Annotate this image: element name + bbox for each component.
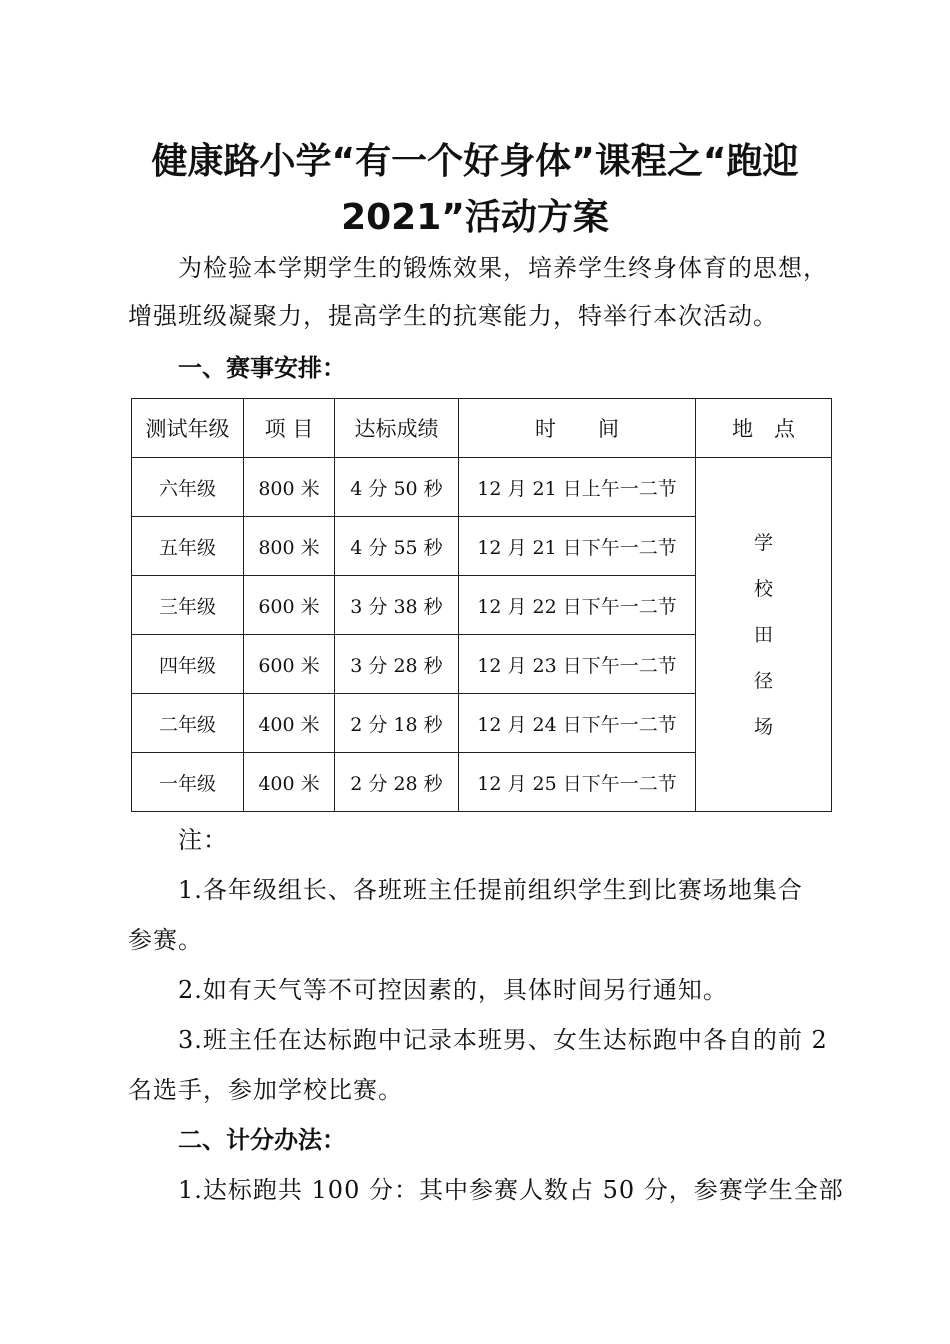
- note-label: 注：: [178, 826, 228, 854]
- cell-event: 400 米: [244, 753, 335, 812]
- location-char: 径: [753, 669, 773, 692]
- location-char: 学: [753, 531, 773, 554]
- cell-event: 800 米: [244, 458, 335, 517]
- document-title-line2: 2021”活动方案: [341, 197, 609, 238]
- document-title-line1: 健康路小学“有一个好身体”课程之“跑迎: [151, 141, 799, 182]
- table-header-row: [132, 399, 832, 458]
- cell-event: 600 米: [244, 635, 335, 694]
- table-row: [132, 458, 832, 517]
- cell-standard: 3 分 38 秒: [335, 576, 459, 635]
- cell-time: 12 月 21 日上午一二节: [459, 458, 696, 517]
- schedule-table: [131, 398, 832, 812]
- note-item-3-line2: 名选手，参加学校比赛。: [128, 1076, 403, 1104]
- location-char: 校: [753, 577, 773, 600]
- location-char: 田: [753, 623, 773, 646]
- column-header-location: 地 点: [696, 399, 832, 458]
- column-header-time: 时 间: [459, 399, 696, 458]
- section-heading-schedule: 一、赛事安排：: [178, 354, 346, 382]
- cell-grade: 一年级: [132, 753, 244, 812]
- intro-paragraph-line1: 为检验本学期学生的锻炼效果，培养学生终身体育的思想，: [178, 254, 828, 282]
- location-char: 场: [753, 715, 773, 738]
- cell-grade: 四年级: [132, 635, 244, 694]
- note-item-1-line2: 参赛。: [128, 926, 203, 954]
- cell-standard: 2 分 18 秒: [335, 694, 459, 753]
- note-item-2: 2.如有天气等不可控因素的，具体时间另行通知。: [178, 976, 728, 1004]
- section-heading-scoring: 二、计分办法：: [178, 1126, 346, 1154]
- cell-standard: 4 分 55 秒: [335, 517, 459, 576]
- cell-standard: 4 分 50 秒: [335, 458, 459, 517]
- cell-grade: 二年级: [132, 694, 244, 753]
- note-item-1-line1: 1.各年级组长、各班班主任提前组织学生到比赛场地集合: [178, 876, 803, 904]
- scoring-item-1-line1: 1.达标跑共 100 分：其中参赛人数占 50 分，参赛学生全部: [178, 1176, 844, 1204]
- intro-paragraph-line2: 增强班级凝聚力，提高学生的抗寒能力，特举行本次活动。: [128, 302, 778, 330]
- cell-event: 400 米: [244, 694, 335, 753]
- cell-grade: 六年级: [132, 458, 244, 517]
- cell-time: 12 月 25 日下午一二节: [459, 753, 696, 812]
- note-item-3-line1: 3.班主任在达标跑中记录本班男、女生达标跑中各自的前 2: [178, 1026, 828, 1054]
- cell-time: 12 月 22 日下午一二节: [459, 576, 696, 635]
- cell-grade: 三年级: [132, 576, 244, 635]
- cell-time: 12 月 21 日下午一二节: [459, 517, 696, 576]
- cell-grade: 五年级: [132, 517, 244, 576]
- cell-standard: 3 分 28 秒: [335, 635, 459, 694]
- cell-time: 12 月 23 日下午一二节: [459, 635, 696, 694]
- cell-event: 800 米: [244, 517, 335, 576]
- cell-event: 600 米: [244, 576, 335, 635]
- column-header-standard: 达标成绩: [335, 399, 459, 458]
- cell-location: [696, 458, 832, 812]
- column-header-event: 项 目: [244, 399, 335, 458]
- cell-standard: 2 分 28 秒: [335, 753, 459, 812]
- column-header-grade: 测试年级: [132, 399, 244, 458]
- cell-time: 12 月 24 日下午一二节: [459, 694, 696, 753]
